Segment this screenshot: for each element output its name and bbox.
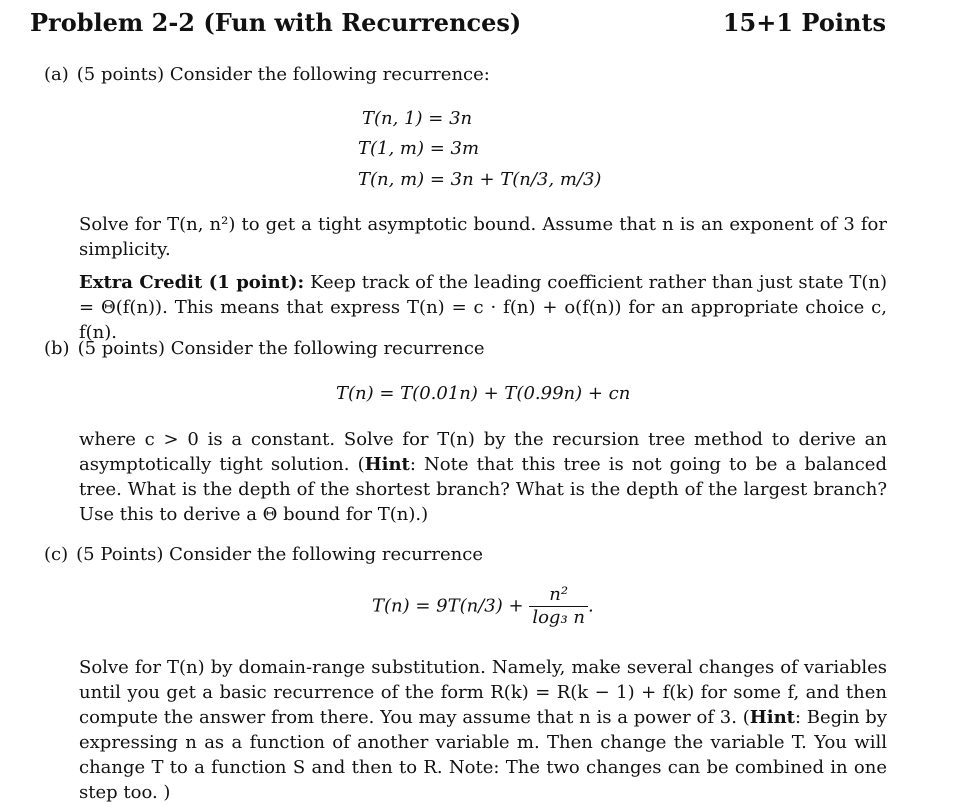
part-b-lead: (5 points) Consider the following recurrence [77, 338, 485, 359]
part-b-body [79, 427, 887, 527]
problem-title: Problem 2-2 (Fun with Recurrences) [30, 8, 522, 37]
part-c-eq-num: n² [529, 584, 588, 607]
extra-credit-label: Extra Credit (1 point): [79, 272, 305, 293]
extra-credit-body: Keep track of the leading coefficient rather than just state T(n) = Θ(f(n)). This means that express T(n) = c · f(n) + o(f(n)) for an appropriate choice c, f(n). [79, 272, 887, 343]
part-c-body1: Solve for T(n) by domain-range substitution. Namely, make several changes of variables until you get a basic recurrence of the form R(k) = R(k − 1) + f(k) for some f, and then compute the answer from there. You may assume that n is a power of 3. ( [79, 657, 887, 728]
part-c-eq [372, 584, 594, 629]
part-b-body1: where c > 0 is a constant. Solve for T(n) by the recursion tree method to derive an asymptotically tight solution. ( [79, 429, 887, 475]
part-c-eq-den: log₃ n [532, 607, 585, 628]
part-b-label: (b) [44, 338, 70, 359]
part-c-body [79, 655, 887, 805]
problem-points: 15+1 Points [722, 8, 886, 37]
part-a [44, 64, 490, 85]
part-c [44, 544, 483, 565]
part-b-hint-label: Hint [364, 454, 410, 475]
part-a-body: Solve for T(n, n²) to get a tight asymptotic bound. Assume that n is an exponent of 3 for simplicity. [79, 214, 887, 260]
part-c-lead: (5 Points) Consider the following recurrence [76, 544, 483, 565]
part-c-eq-end: . [587, 595, 594, 617]
part-b [44, 338, 485, 359]
part-b-eq: T(n) = T(0.01n) + T(0.99n) + cn [336, 383, 631, 404]
part-a-eq3: T(n, m) = 3n + T(n/3, m/3) [358, 169, 602, 190]
part-c-label: (c) [44, 544, 69, 565]
part-a-label: (a) [44, 64, 69, 85]
part-a-eq2: T(1, m) = 3m [358, 138, 480, 159]
part-c-fraction [529, 584, 588, 629]
part-a-lead: (5 points) Consider the following recurrence: [76, 64, 490, 85]
part-c-eq-left: T(n) = 9T(n/3) + [372, 595, 524, 617]
part-b-body2: : Note that this tree is not going to be a balanced tree. What is the depth of the shortest branch? What is the depth of the largest branch? Use this to derive a Θ bound for T(n).) [79, 454, 887, 525]
part-a-eq1: T(n, 1) = 3n [362, 108, 473, 129]
part-a-extra [79, 270, 887, 345]
part-c-hint-label: Hint [749, 707, 795, 728]
part-c-body2: : Begin by expressing n as a function of another variable m. Then change the variable T. You will change T to a function S and then to R. Note: The two changes can be combined in one step too. ) [79, 707, 888, 803]
